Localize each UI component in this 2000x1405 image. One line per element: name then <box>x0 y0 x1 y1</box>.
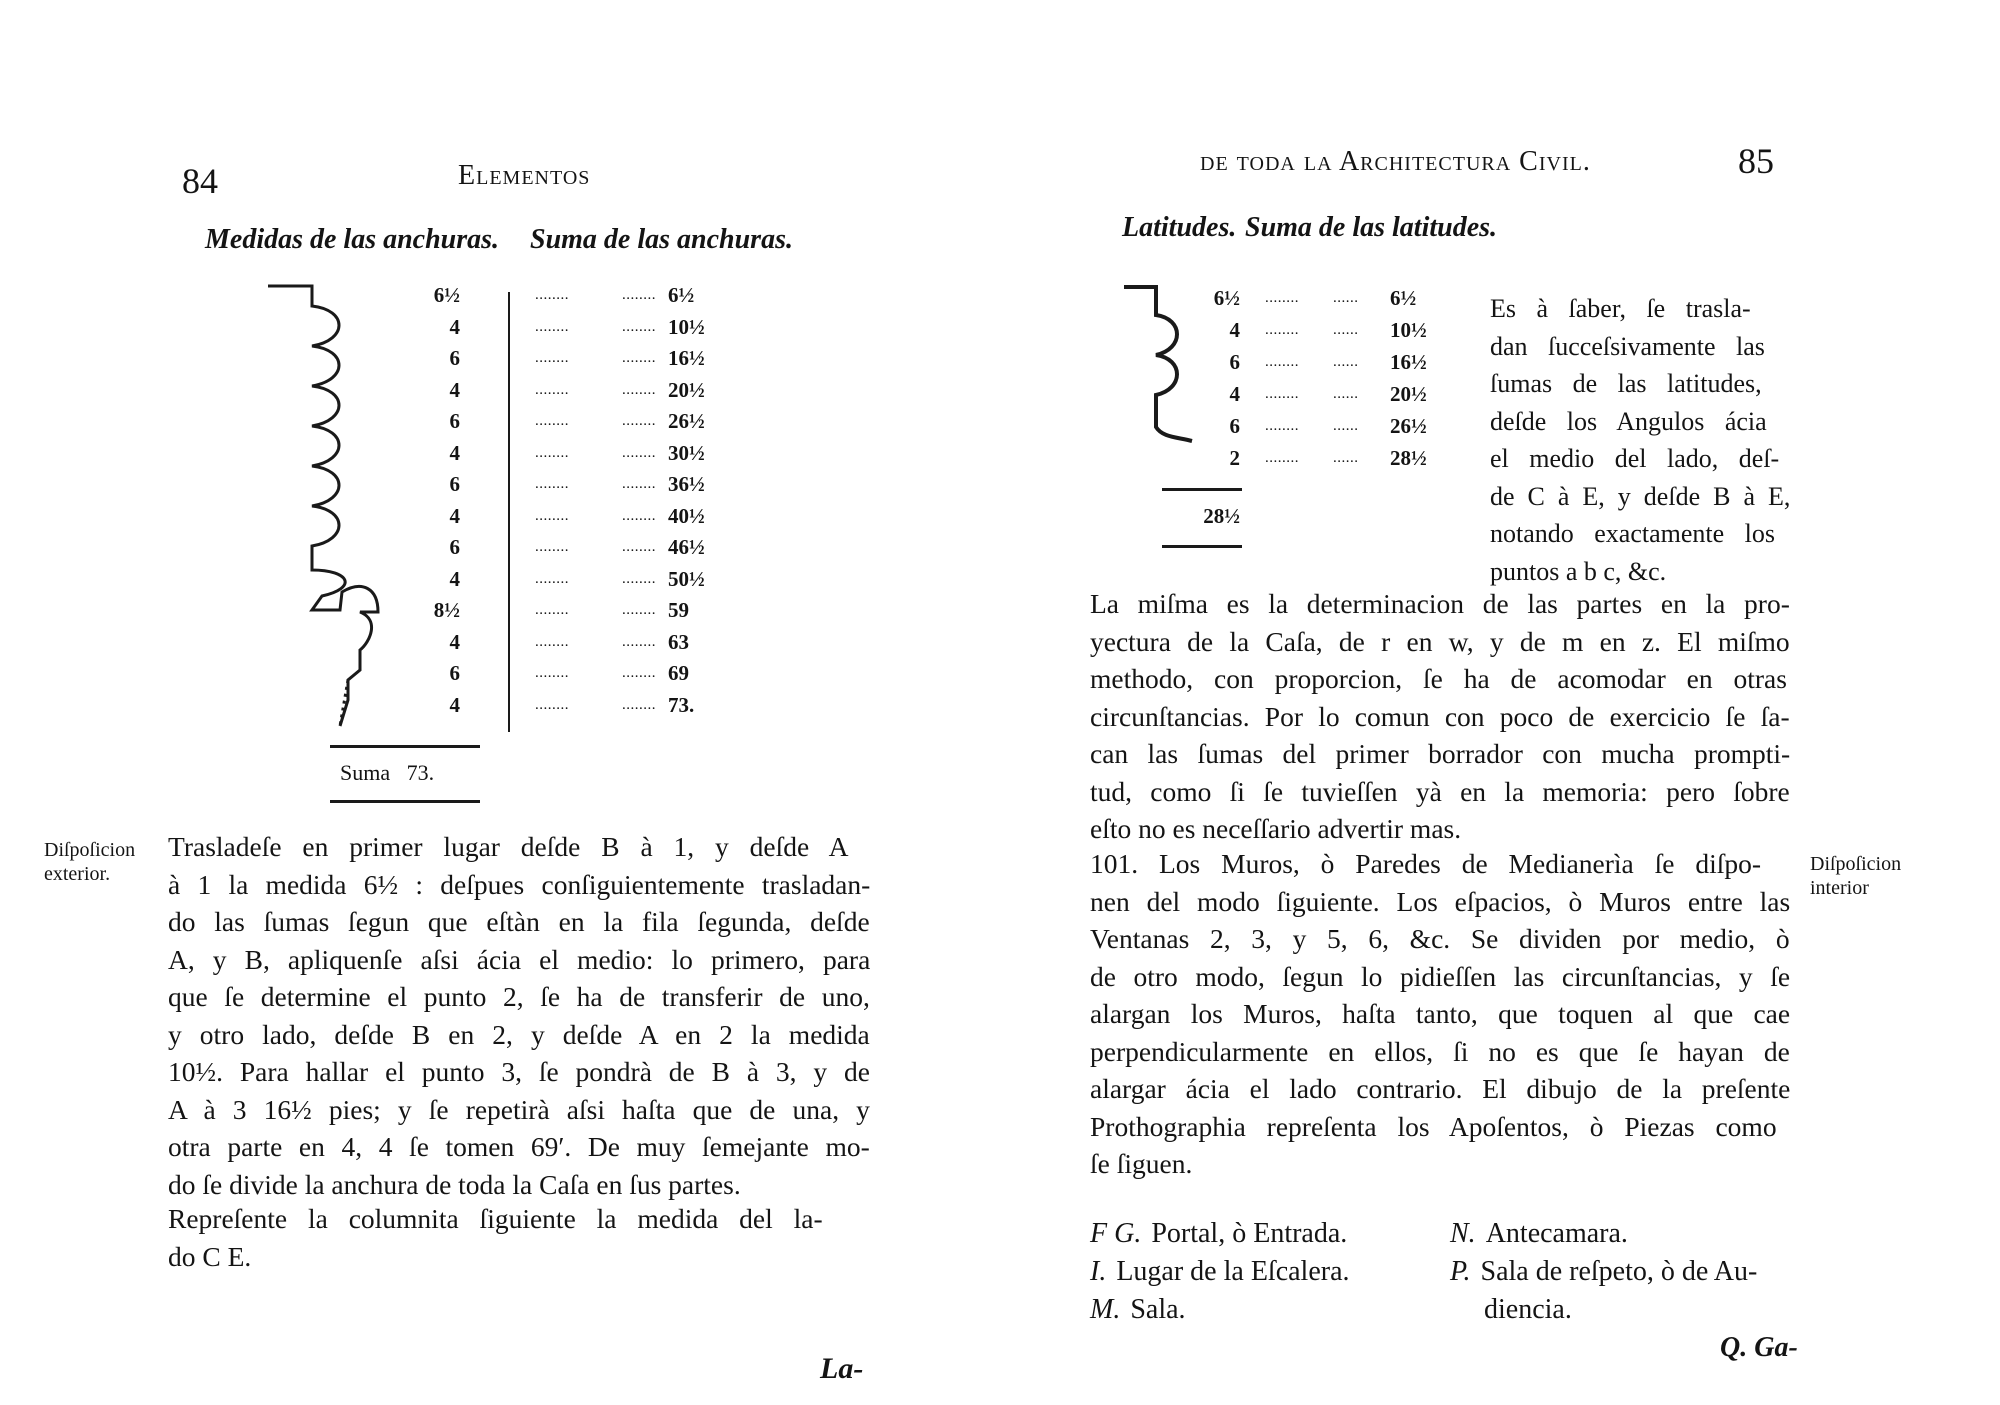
table-cell: ........ <box>535 476 569 492</box>
legend-item <box>1090 1215 1350 1253</box>
table-cell: ........ <box>535 570 569 587</box>
text-line: A, y B, apliquenſe aſsi ácia el medio: lo primero, para <box>168 943 870 975</box>
legend-key: N. <box>1450 1218 1476 1249</box>
total-rule-bottom <box>330 800 480 803</box>
table-header-sums: Suma de las anchuras. <box>530 224 793 255</box>
text-line: de otro modo, ſegun lo pidieſſen las circunſtancias, y ſe <box>1090 960 1790 992</box>
text-line: do C E. <box>168 1240 252 1272</box>
legend-item <box>1090 1291 1350 1329</box>
table-cell: 4 <box>449 440 460 465</box>
text-line: ſe ſiguen. <box>1090 1148 1193 1179</box>
table-cell: ........ <box>535 350 569 366</box>
table-cell: ........ <box>535 413 569 429</box>
text-line: yectura de la Caſa, de r en w, y de m en z. El miſmo <box>1090 625 1790 657</box>
table-cell: ...... <box>1333 418 1359 434</box>
table-cell: 20½ <box>668 377 705 402</box>
table-cell: ...... <box>1333 386 1359 402</box>
table-cell: 6½ <box>1213 286 1240 310</box>
legend-key: F G. <box>1090 1218 1142 1249</box>
dots-column-b <box>622 280 656 721</box>
table-cell: ........ <box>622 696 656 713</box>
measures-column <box>400 280 460 721</box>
table-cell: 26½ <box>668 409 705 433</box>
margin-note: Diſpoſicion interior <box>1810 853 1902 899</box>
table-cell: 6 <box>1229 414 1240 438</box>
table-cell: ........ <box>622 602 656 618</box>
table-cell: 6 <box>449 346 460 370</box>
table-cell: 4 <box>449 629 460 654</box>
table-cell: 28½ <box>1390 446 1427 470</box>
text-line: dan ſucceſsivamente las <box>1490 331 1765 361</box>
table-header-measures: Medidas de las anchuras. <box>205 224 500 255</box>
text-line: Trasladeſe en primer lugar deſde B à 1, y deſde A <box>168 831 849 862</box>
table-cell: 46½ <box>668 535 705 559</box>
text-line: ſumas de las latitudes, <box>1490 369 1762 398</box>
table-cell: ...... <box>1333 354 1359 370</box>
table-cell: ...... <box>1333 450 1359 466</box>
legend-key: M. <box>1090 1294 1121 1325</box>
paragraph-2 <box>1090 845 1790 1183</box>
table-cell: ........ <box>535 507 569 524</box>
text-line: que ſe determine el punto 2, ſe ha de transferir de uno, <box>168 981 870 1012</box>
table-cell: 6 <box>449 535 460 559</box>
text-line: Es à ſaber, ſe trasla- <box>1490 294 1751 323</box>
table-cell: ........ <box>622 444 656 461</box>
text-line: can las ſumas del primer borrador con mucha prompti- <box>1090 738 1790 769</box>
table-cell: 73. <box>668 692 695 717</box>
room-legend-left <box>1090 1215 1350 1329</box>
text-line: Ventanas 2, 3, y 5, 6, &c. Se dividen por medio, ò <box>1090 923 1790 954</box>
table-cell: 6 <box>449 661 460 685</box>
table-cell: 59 <box>668 598 689 622</box>
table-cell: 6½ <box>1390 286 1417 310</box>
legend-item <box>1090 1253 1350 1291</box>
table-cell: 4 <box>449 566 460 591</box>
side-paragraph <box>1490 290 1790 590</box>
text-line: y otro lado, deſde B en 2, y deſde A en 2 la medida <box>168 1018 870 1050</box>
catchword: Q. Ga- <box>1720 1332 1798 1363</box>
table-cell: 26½ <box>1390 414 1427 438</box>
page-number: 84 <box>182 161 218 201</box>
dots-column-b <box>1333 282 1359 474</box>
table-cell: 16½ <box>1390 350 1427 374</box>
sums-column <box>1390 282 1440 474</box>
table-cell: 8½ <box>433 598 460 622</box>
table-cell: 20½ <box>1390 382 1427 406</box>
table-cell: 16½ <box>668 346 705 370</box>
table-cell: ........ <box>1265 418 1299 434</box>
text-line: alargan los Muros, haſta tanto, que toquen al que cae <box>1090 998 1790 1029</box>
legend-text: Lugar de la Eſcalera. <box>1116 1256 1350 1287</box>
sums-column <box>668 280 738 721</box>
table-cell: 30½ <box>668 440 705 465</box>
dots-column-a <box>1265 282 1299 474</box>
wall-profile-drawing <box>260 270 400 740</box>
text-line: A à 3 16½ pies; y ſe repetirà aſsi haſta que de una, y <box>168 1093 870 1125</box>
table-cell: 6 <box>449 472 460 496</box>
table-cell: ........ <box>535 381 569 398</box>
table-cell: ........ <box>622 476 656 492</box>
dots-column-a <box>535 280 569 721</box>
table-cell: ........ <box>535 444 569 461</box>
table-cell: ...... <box>1333 290 1359 306</box>
table-cell: ........ <box>622 507 656 524</box>
text-line: eſto no es neceſſario advertir mas. <box>1090 813 1462 844</box>
page-number: 85 <box>1738 141 1774 181</box>
legend-key: P. <box>1450 1256 1471 1287</box>
text-line: circunſtancias. Por lo comun con poco de exercicio ſe ſa- <box>1090 700 1790 732</box>
table-cell: 2 <box>1229 446 1240 470</box>
table-cell: ........ <box>622 413 656 429</box>
table-cell: ........ <box>622 570 656 587</box>
table-cell: ........ <box>1265 290 1299 306</box>
table-cell: 6½ <box>433 283 460 307</box>
table-cell: ........ <box>1265 322 1299 338</box>
legend-item <box>1450 1291 1757 1329</box>
table-cell: 4 <box>1229 382 1240 406</box>
text-line: alargar ácia el lado contrario. El dibujo de la preſente <box>1090 1073 1790 1104</box>
running-head: de toda la Architectura Civil. <box>1200 146 1591 177</box>
table-cell: ........ <box>622 350 656 366</box>
measures-column <box>1200 282 1240 474</box>
table-cell: 4 <box>449 503 460 528</box>
table-cell: ........ <box>1265 354 1299 370</box>
text-line: La miſma es la determinacion de las partes en la pro- <box>1090 588 1790 619</box>
text-line: de C à E, y deſde B à E, <box>1490 481 1790 511</box>
table-cell: ........ <box>622 381 656 398</box>
text-line: 101. Los Muros, ò Paredes de Medianerìa ſe diſpo- <box>1090 848 1762 879</box>
text-line: Prothographia repreſenta los Apoſentos, ò Piezas como <box>1090 1110 1777 1142</box>
table-cell: ........ <box>1265 386 1299 402</box>
total-value: 73. <box>406 760 435 785</box>
table-header-sum-latitudes: Suma de las latitudes. <box>1245 212 1498 243</box>
total-rule-top <box>330 745 480 748</box>
total-value: 28½ <box>1203 504 1240 528</box>
table-cell: ........ <box>622 665 656 681</box>
text-line: otra parte en 4, 4 ſe tomen 69′. De muy ſemejante mo- <box>168 1131 870 1162</box>
table-cell: ........ <box>535 665 569 681</box>
table-cell: ........ <box>535 539 569 555</box>
legend-text: Sala. <box>1130 1294 1186 1325</box>
text-line: puntos a b c, &c. <box>1490 556 1667 586</box>
table-cell: ........ <box>622 539 656 555</box>
legend-key: I. <box>1090 1256 1107 1287</box>
paragraph-2 <box>168 1200 870 1275</box>
table-cell: 69 <box>668 661 689 685</box>
table-cell: ........ <box>535 602 569 618</box>
table-cell: 6 <box>449 409 460 433</box>
table-cell: ........ <box>622 318 656 335</box>
table-cell: ...... <box>1333 322 1359 338</box>
running-head: Elementos <box>458 160 591 191</box>
room-legend-right <box>1450 1215 1757 1329</box>
legend-text: Antecamara. <box>1485 1218 1628 1249</box>
table-cell: ........ <box>622 287 656 303</box>
legend-text: diencia. <box>1484 1294 1572 1325</box>
text-line: tud, como ſi ſe tuvieſſen yà en la memoria: pero ſobre <box>1090 775 1790 807</box>
text-line: perpendicularmente en ellos, ſi no es que ſe hayan de <box>1090 1035 1790 1067</box>
text-line: methodo, con proporcion, ſe ha de acomodar en otras <box>1090 663 1787 694</box>
total-label: Suma <box>340 760 391 785</box>
paragraph-1 <box>168 828 870 1203</box>
text-line: à 1 la medida 6½ : deſpues conſiguientemente trasladan- <box>168 868 870 900</box>
table-cell: 10½ <box>1390 318 1427 342</box>
table-cell: 4 <box>449 377 460 402</box>
table-cell: 50½ <box>668 566 705 591</box>
text-line: do las ſumas ſegun que eſtàn en la fila ſegunda, deſde <box>168 906 870 937</box>
table-cell: 40½ <box>668 503 705 528</box>
table-cell: 63 <box>668 629 689 654</box>
total-rule-top <box>1162 488 1242 491</box>
legend-item <box>1450 1215 1757 1253</box>
legend-text: Portal, ò Entrada. <box>1151 1218 1348 1249</box>
table-cell: 4 <box>449 314 460 339</box>
table-cell: 6½ <box>668 283 695 307</box>
text-line: notando exactamente los <box>1490 519 1776 548</box>
total-row <box>340 760 434 786</box>
table-cell: 36½ <box>668 472 705 496</box>
table-cell: 4 <box>1229 318 1240 342</box>
text-line: Repreſente la columnita ſiguiente la medida del la- <box>168 1203 823 1234</box>
text-line: do ſe divide la anchura de toda la Caſa en ſus partes. <box>168 1168 741 1200</box>
text-line: deſde los Angulos ácia <box>1490 406 1767 436</box>
table-cell: ........ <box>622 633 656 650</box>
text-line: 10½. Para hallar el punto 3, ſe pondrà de B à 3, y de <box>168 1056 870 1087</box>
table-cell: ........ <box>535 696 569 713</box>
text-line: nen del modo ſiguiente. Los eſpacios, ò Muros entre las <box>1090 885 1790 917</box>
table-cell: 4 <box>449 692 460 717</box>
total-rule-bottom <box>1162 545 1242 548</box>
wall-profile-drawing <box>1118 275 1198 475</box>
table-cell: ........ <box>535 287 569 303</box>
catchword: La- <box>820 1352 864 1385</box>
right-page <box>1000 0 2000 1405</box>
table-cell: ........ <box>535 318 569 335</box>
paragraph-1 <box>1090 585 1790 848</box>
table-header-latitudes: Latitudes. <box>1122 212 1237 243</box>
column-rule <box>508 292 510 732</box>
legend-item <box>1450 1253 1757 1291</box>
table-cell: ........ <box>535 633 569 650</box>
table-cell: 6 <box>1229 350 1240 374</box>
margin-note: Diſpoſicion exterior. <box>44 839 136 885</box>
text-line: el medio del lado, deſ- <box>1490 444 1780 473</box>
table-cell: 10½ <box>668 314 705 339</box>
table-cell: ........ <box>1265 450 1299 466</box>
legend-text: Sala de reſpeto, ò de Au- <box>1480 1256 1758 1287</box>
